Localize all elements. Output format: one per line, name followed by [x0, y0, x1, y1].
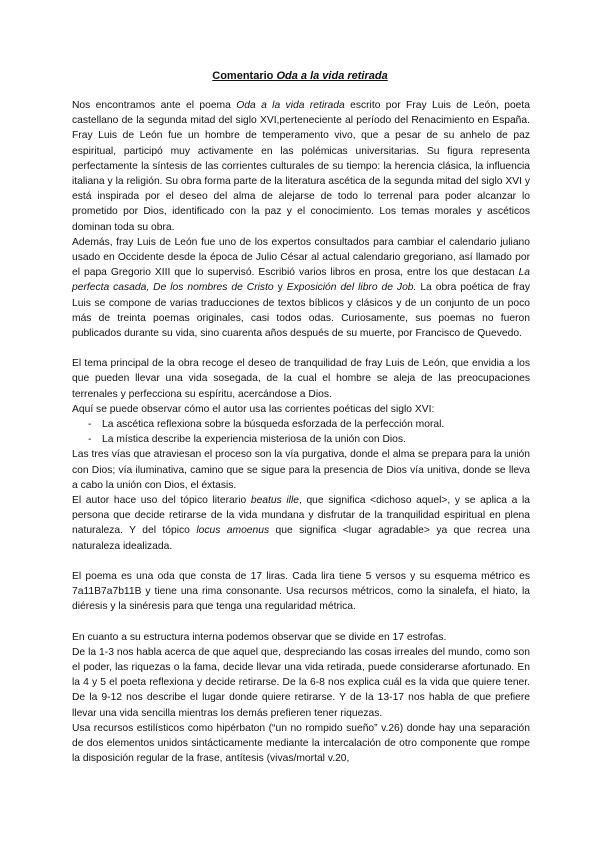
paragraph-metrics: El poema es una oda que consta de 17 liras. Cada lira tiene 5 versos y su esquema métrico es 7a11B7a7b11B y tiene una rima consonante. Usa recursos métricos, como la sinalefa, el hiato, la diéresis y la sinéresis para que tenga una regularidad métrica.	[72, 570, 530, 613]
paragraph-gap	[72, 554, 530, 569]
italic-run: Oda a la vida retirada	[236, 100, 345, 111]
italic-run: Exposición del libro de Job.	[286, 282, 417, 294]
text-run: , que significa <dichoso aquel>, y se aplica a la persona que decide retirarse de la vida mundana y disfrutar de la tranquilidad espiritual en plena naturaleza. Y del tópico	[72, 495, 530, 537]
paragraph-currents: Aquí se puede observar cómo el autor usa las corrientes poéticas del siglo XVI:	[72, 403, 435, 415]
document-title	[0, 70, 600, 82]
paragraph-theme: El tema principal de la obra recoge el deseo de tranquilidad de fray Luis de León, que envidia a los que pueden llevar una vida sosegada, de la cual el hombre se aleja de las preocupaciones terrenales y perfecciona su espíritu, acercándose a Dios.	[72, 358, 530, 400]
text-run: Nos encontramos ante el poema	[72, 100, 237, 111]
title-work: Oda a la vida retirada	[276, 70, 388, 82]
paragraph-resources: Usa recursos estilísticos como hipérbaton (“un no rompido sueño” v.26) donde hay una separación de dos elementos unidos sintácticamente mediante la intercalación de otro componente que rompe la disposición regular de la frase, antítesis (vivas/mortal v.20,	[72, 722, 530, 765]
paragraph-gap	[72, 615, 530, 630]
paragraph-vias: Las tres vías que atraviesan el proceso son la vía purgativa, donde el alma se prepara para la unión con Dios; vía iluminativa, camino que se sigue para la presencia de Dios vía unitiva, donde se lleva a cabo la unión con Dios, el éxtasis.	[72, 449, 530, 491]
paragraph-structure: En cuanto a su estructura interna podemos observar que se divide en 17 estrofas.	[72, 631, 447, 643]
italic-run: locus amoenus	[196, 525, 270, 537]
paragraph-biography	[72, 235, 530, 341]
list-item: - La mística describe la experiencia misteriosa de la unión con Dios.	[72, 432, 530, 447]
italic-run: La perfecta casada, De los nombres de Cristo	[72, 267, 530, 294]
italic-run: beatus ille	[250, 495, 299, 507]
paragraph-gap	[72, 341, 530, 356]
currents-list	[72, 417, 530, 447]
paragraph-stanzas: De la 1-3 nos habla acerca de que aquel que, despreciando las cosas irreales del mundo, como son el poder, las riquezas o la fama, decide llevar una vida retirada, puede considerarse afortunado. En la 4 y 5 el poeta reflexiona y decide retirarse. De la 6-8 nos explica cuál es la vida que quiere tener. De la 9-12 nos describe el lugar donde quiere retirarse. Y de la 13-17 nos habla de que prefiere llevar una vida sencilla mientras los demás prefieren tener riquezas.	[72, 646, 530, 719]
text-run: Además, fray Luis de León fue uno de los expertos consultados para cambiar el calendario juliano usado en Occidente desde la época de Julio César al actual calendario gregoriano, así llamado por el papa Gregorio XIII que lo supervisó. Escribió varios libros en prosa, entre los que destacan	[72, 236, 530, 279]
title-prefix: Comentario	[212, 70, 277, 82]
document-body	[72, 98, 530, 766]
text-run: La obra poética de fray Luis se compone de varias traducciones de textos bíblicos y clásicos y de un conjunto de un poco más de treinta poemas originales, casi todos odas. Curiosamente, sus poemas no fueron publicados durante su vida, sino cuarenta años después de su muerte, por Francisco de Quevedo.	[72, 282, 530, 340]
paragraph-intro	[72, 98, 530, 235]
text-run: escrito por Fray Luis de León, poeta castellano de la segunda mitad del siglo XVI,perteneciente al período del Renacimiento en España. Fray Luis de León fue un hombre de temperamento vivo, que a pesar de su anhelo de paz espiritual, participó muy activamente en las polémicas universitarias. Su figura representa perfectamente la síntesis de las corrientes culturales de su tiempo: la herencia clásica, la influencia italiana y la religión. Su obra forma parte de la literatura ascética de la segunda mitad del siglo XVI y está inspirada por el deseo del alma de alejarse de todo lo terrenal para poder alcanzar lo prometido por Dios, identificado con la paz y el conocimiento. Los temas morales y ascéticos dominan toda su obra.	[72, 100, 530, 233]
list-item: - La ascética reflexiona sobre la búsqueda esforzada de la perfección moral.	[72, 417, 530, 432]
text-run: y	[273, 282, 287, 294]
text-run: El autor hace uso del tópico literario	[72, 495, 251, 507]
paragraph-topicos	[72, 493, 530, 554]
text-run: que significa <lugar agradable> ya que recrea una naturaleza idealizada.	[72, 525, 530, 552]
